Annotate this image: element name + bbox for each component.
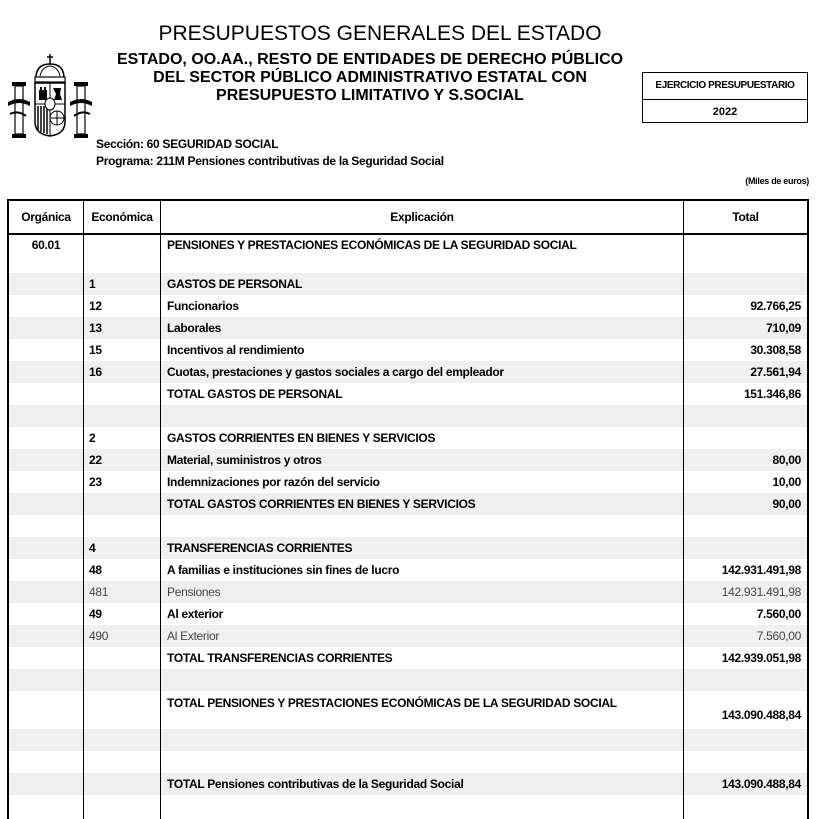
cell-total: 142.939.051,98 bbox=[721, 651, 801, 665]
table-row bbox=[9, 405, 807, 427]
table-row bbox=[9, 449, 807, 471]
cell-explicacion: A familias e instituciones sin fines de lucro bbox=[167, 563, 400, 577]
cell-total: 151.346,86 bbox=[743, 387, 801, 401]
table-row bbox=[9, 669, 807, 691]
units-label: (Miles de euros) bbox=[745, 176, 809, 186]
cell-explicacion: TOTAL PENSIONES Y PRESTACIONES ECONÓMICAS DE LA SEGURIDAD SOCIAL bbox=[167, 696, 617, 710]
cell-economica: 4 bbox=[89, 541, 96, 555]
cell-total: 30.308,58 bbox=[750, 343, 801, 357]
cell-economica: 1 bbox=[89, 277, 96, 291]
cell-explicacion: Al Exterior bbox=[167, 629, 220, 643]
cell-explicacion: Material, suministros y otros bbox=[167, 453, 322, 467]
table-row bbox=[9, 559, 807, 581]
table-row bbox=[9, 295, 807, 317]
table-row bbox=[9, 773, 807, 795]
cell-explicacion: TOTAL GASTOS DE PERSONAL bbox=[167, 387, 343, 401]
cell-explicacion: Pensiones bbox=[167, 585, 221, 599]
cell-economica: 490 bbox=[89, 629, 109, 643]
cell-economica: 15 bbox=[89, 343, 102, 357]
table-row bbox=[9, 729, 807, 751]
cell-economica: 23 bbox=[89, 475, 102, 489]
subtitle-line: ESTADO, OO.AA., RESTO DE ENTIDADES DE DERECHO PÚBLICO bbox=[116, 51, 624, 68]
cell-total: 7.560,00 bbox=[756, 629, 801, 643]
cell-explicacion: TOTAL Pensiones contributivas de la Seguridad Social bbox=[167, 777, 464, 791]
cell-explicacion: TOTAL GASTOS CORRIENTES EN BIENES Y SERVICIOS bbox=[167, 497, 476, 511]
section-label: Sección: 60 SEGURIDAD SOCIAL bbox=[96, 137, 279, 151]
document-title: PRESUPUESTOS GENERALES DEL ESTADO bbox=[158, 22, 602, 45]
table-row bbox=[9, 751, 807, 773]
cell-explicacion: Cuotas, prestaciones y gastos sociales a cargo del empleador bbox=[167, 365, 504, 379]
cell-explicacion: Incentivos al rendimiento bbox=[167, 343, 305, 357]
table-row bbox=[9, 691, 807, 729]
subtitle-line: DEL SECTOR PÚBLICO ADMINISTRATIVO ESTATAL CON bbox=[153, 69, 587, 86]
column-divider bbox=[160, 201, 161, 819]
cell-economica: 13 bbox=[89, 321, 102, 335]
cell-economica: 49 bbox=[89, 607, 102, 621]
cell-explicacion: Indemnizaciones por razón del servicio bbox=[167, 475, 380, 489]
cell-total: 143.090.488,84 bbox=[721, 708, 801, 722]
cell-explicacion: Funcionarios bbox=[167, 299, 239, 313]
cell-economica: 22 bbox=[89, 453, 102, 467]
coat-of-arms-icon bbox=[6, 52, 94, 144]
exercise-year: 2022 bbox=[712, 106, 738, 118]
cell-total: 92.766,25 bbox=[750, 299, 801, 313]
table-row bbox=[9, 471, 807, 493]
table-row bbox=[9, 581, 807, 603]
cell-total: 80,00 bbox=[772, 453, 801, 467]
table-row bbox=[9, 383, 807, 405]
table-row bbox=[9, 603, 807, 625]
table-row bbox=[9, 647, 807, 669]
cell-economica: 12 bbox=[89, 299, 102, 313]
cell-total: 142.931.491,98 bbox=[721, 585, 801, 599]
table-row bbox=[9, 233, 807, 273]
cell-total: 143.090.488,84 bbox=[721, 777, 801, 791]
cell-explicacion: Al exterior bbox=[167, 607, 224, 621]
column-divider bbox=[683, 201, 684, 819]
cell-organica: 60.01 bbox=[31, 238, 61, 252]
cell-total: 7.560,00 bbox=[756, 607, 801, 621]
cell-economica: 48 bbox=[89, 563, 102, 577]
cell-total: 710,09 bbox=[766, 321, 801, 335]
table-row bbox=[9, 317, 807, 339]
cell-economica: 481 bbox=[89, 585, 109, 599]
cell-total: 27.561,94 bbox=[750, 365, 801, 379]
cell-explicacion: GASTOS CORRIENTES EN BIENES Y SERVICIOS bbox=[167, 431, 436, 445]
subtitle-line: PRESUPUESTO LIMITATIVO Y S.SOCIAL bbox=[216, 87, 524, 104]
table-row bbox=[9, 339, 807, 361]
table-row bbox=[9, 795, 807, 817]
table-header bbox=[9, 201, 807, 235]
column-divider bbox=[83, 201, 84, 819]
table-row bbox=[9, 625, 807, 647]
table-row bbox=[9, 361, 807, 383]
cell-explicacion: PENSIONES Y PRESTACIONES ECONÓMICAS DE LA SEGURIDAD SOCIAL bbox=[167, 238, 577, 252]
cell-explicacion: TOTAL TRANSFERENCIAS CORRIENTES bbox=[167, 651, 393, 665]
cell-total: 142.931.491,98 bbox=[721, 563, 801, 577]
cell-explicacion: GASTOS DE PERSONAL bbox=[167, 277, 303, 291]
column-header-economica: Económica bbox=[91, 210, 153, 224]
column-header-organica: Orgánica bbox=[21, 210, 71, 224]
cell-total: 10,00 bbox=[772, 475, 801, 489]
cell-total: 90,00 bbox=[772, 497, 801, 511]
exercise-label: EJERCICIO PRESUPUESTARIO bbox=[643, 73, 807, 100]
cell-economica: 16 bbox=[89, 365, 102, 379]
document-subtitle bbox=[95, 51, 645, 105]
table-row bbox=[9, 273, 807, 295]
program-label: Programa: 211M Pensiones contributivas de la Seguridad Social bbox=[96, 154, 444, 168]
table-row bbox=[9, 427, 807, 449]
table-row bbox=[9, 493, 807, 515]
column-header-total: Total bbox=[732, 210, 759, 224]
budget-table bbox=[7, 199, 809, 819]
cell-explicacion: TRANSFERENCIAS CORRIENTES bbox=[167, 541, 353, 555]
table-row bbox=[9, 537, 807, 559]
cell-economica: 2 bbox=[89, 431, 96, 445]
table-row bbox=[9, 515, 807, 537]
exercise-box bbox=[642, 72, 808, 123]
column-header-explicacion: Explicación bbox=[390, 210, 454, 224]
cell-explicacion: Laborales bbox=[167, 321, 221, 335]
